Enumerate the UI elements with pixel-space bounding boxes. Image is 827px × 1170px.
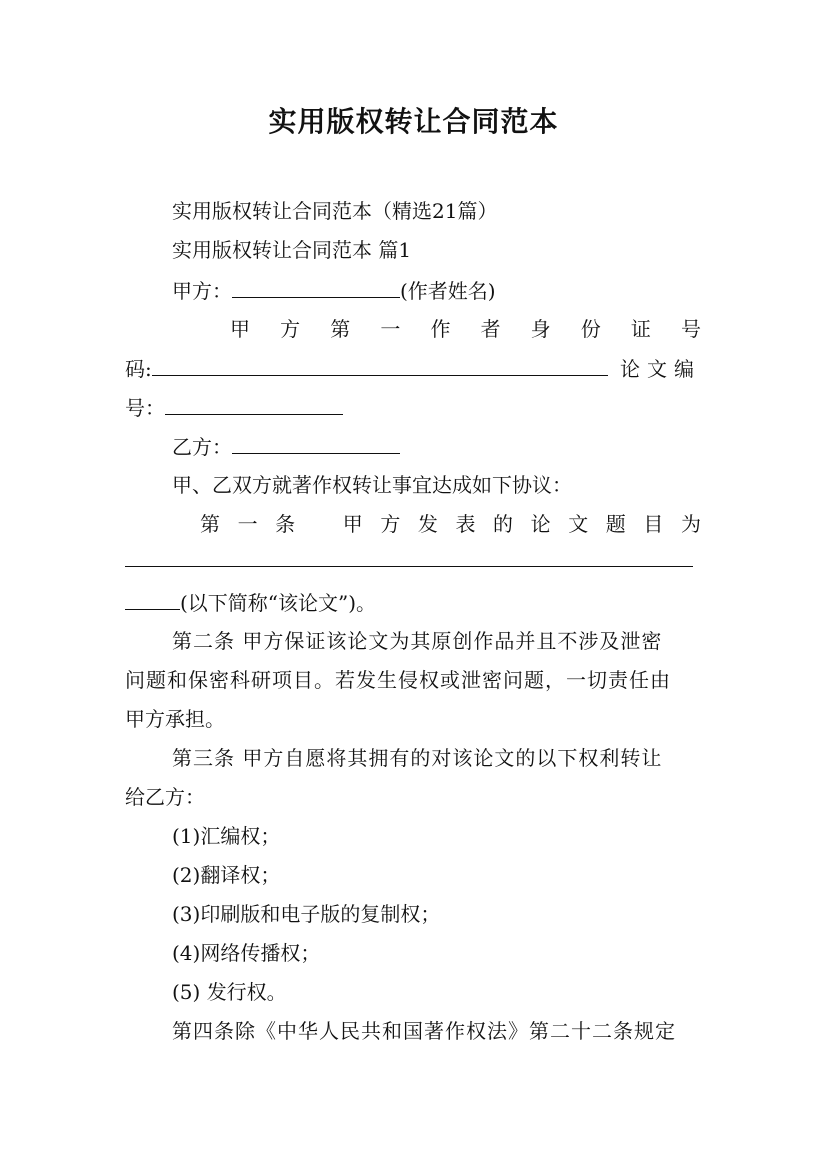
article-4-line-1: 第四条除《中华人民共和国著作权法》第二十二条规定 xyxy=(172,1019,676,1043)
article-1-char: 为 xyxy=(680,512,701,536)
id-line-char: 身 xyxy=(530,317,551,341)
id-line-char: 作 xyxy=(430,317,451,341)
party-b-label: 乙方： xyxy=(172,435,232,459)
id-line-char: 第 xyxy=(330,317,351,341)
article-1-char: 条 xyxy=(275,512,296,536)
party-a-hint: (作者姓名) xyxy=(400,279,496,303)
party-a-name-blank xyxy=(232,277,400,298)
id-line-char: 证 xyxy=(630,317,651,341)
document-title: 实用版权转让合同范本 xyxy=(268,105,559,138)
party-b-line xyxy=(172,433,701,460)
article-1-char: 一 xyxy=(237,512,258,536)
article-2-line-2: 问题和保密科研项目。若发生侵权或泄密问题，一切责任由 xyxy=(125,668,671,692)
article-1-char: 发 xyxy=(417,512,438,536)
id-number-blank xyxy=(152,355,608,376)
article-1-char: 文 xyxy=(568,512,589,536)
article-1-tail-line xyxy=(125,589,701,616)
agreement-intro: 甲、乙双方就著作权转让事宜达成如下协议： xyxy=(172,473,572,497)
right-item: (5) 发行权。 xyxy=(172,980,287,1004)
article-3-line-2: 给乙方： xyxy=(125,785,205,809)
right-item: (1)汇编权； xyxy=(172,824,281,848)
party-b-name-blank xyxy=(232,433,400,454)
paper-number-label: 论文编 xyxy=(620,357,701,381)
right-item: (4)网络传播权； xyxy=(172,941,321,965)
article-1-line xyxy=(200,511,701,537)
article-1-char: 方 xyxy=(380,512,401,536)
article-1-char: 的 xyxy=(493,512,514,536)
article-1-char: 第 xyxy=(200,512,220,536)
article-2-line-1: 第二条 甲方保证该论文为其原创作品并且不涉及泄密 xyxy=(172,629,663,653)
right-item: (3)印刷版和电子版的复制权； xyxy=(172,902,441,926)
article-1-char: 论 xyxy=(530,512,551,536)
id-number-line-2 xyxy=(125,355,701,382)
article-1-char: 目 xyxy=(643,512,664,536)
article-2-line-3: 甲方承担。 xyxy=(125,707,225,731)
paper-number-label-end: 号： xyxy=(125,396,165,420)
right-item: (2)翻译权； xyxy=(172,863,281,887)
document-subtitle: 实用版权转让合同范本（精选21篇） xyxy=(172,199,498,223)
article-1-tail: (以下简称“该论文”)。 xyxy=(180,591,377,615)
article-1-char: 表 xyxy=(455,512,476,536)
id-line-char: 者 xyxy=(480,317,501,341)
id-line-char: 份 xyxy=(580,317,601,341)
party-a-label: 甲方： xyxy=(172,279,232,303)
id-line-char: 甲 xyxy=(230,317,250,341)
id-number-line xyxy=(230,316,701,342)
article-1-char: 题 xyxy=(605,512,626,536)
paper-title-blank xyxy=(125,566,693,567)
party-a-line xyxy=(172,277,701,304)
paper-number-blank xyxy=(165,394,343,415)
paper-number-line xyxy=(125,394,701,421)
id-line-char: 号 xyxy=(680,317,701,341)
article-1-char: 甲 xyxy=(342,512,363,536)
section-heading: 实用版权转让合同范本 篇1 xyxy=(172,238,412,262)
article-3-line-1: 第三条 甲方自愿将其拥有的对该论文的以下权利转让 xyxy=(172,746,663,770)
paper-title-blank-end xyxy=(125,589,180,610)
id-line-char: 一 xyxy=(380,317,401,341)
id-code-label: 码: xyxy=(125,357,152,381)
id-line-char: 方 xyxy=(280,317,301,341)
